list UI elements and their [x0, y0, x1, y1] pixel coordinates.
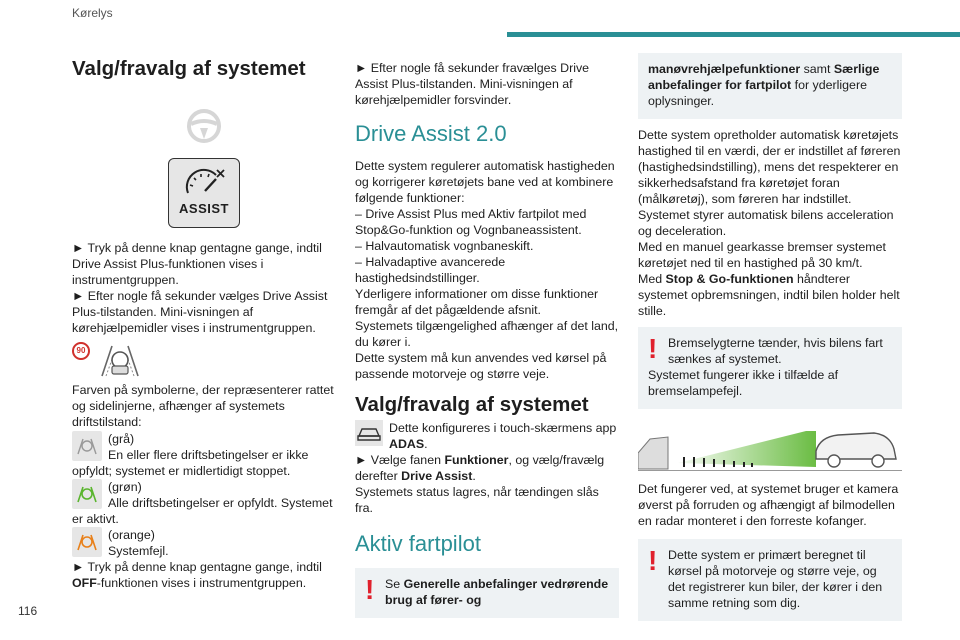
state-description: En eller flere driftsbetingelser er ikke opfyldt; systemet er midlertidigt stoppet. [72, 448, 309, 478]
paragraph [638, 271, 902, 319]
state-color-label: (orange) [108, 528, 155, 542]
state-description: Alle driftsbetingelser er opfyldt. Systemet er aktivt. [72, 496, 333, 526]
paragraph: Det fungerer ved, at systemet bruger et kamera øverst på forruden og afhængigt af bilmodellen en radar monteret i den forreste kofanger. [638, 482, 899, 528]
section-title-select-system: Valg/fravalg af systemet [72, 57, 306, 80]
bold-text: Generelle anbefalinger vedrørende brug af fører- og [385, 577, 609, 607]
section-title-active-cruise: Aktiv fartpilot [355, 531, 481, 556]
text: Efter nogle få sekunder fravælges Drive Assist Plus-tilstanden. Mini-visningen af kørehjælpemidler forsvinder. [355, 61, 590, 107]
bold-text: manøvrehjælpefunktioner [648, 62, 801, 76]
paragraph: Farven på symbolerne, der repræsenterer rattet og sidelinjerne, afhænger af systemets driftstilstand: [72, 383, 334, 429]
assist-button-label: ASSIST [179, 201, 229, 216]
green-state-icon [72, 479, 102, 509]
column-2 [355, 60, 619, 618]
warning-icon: ! [648, 545, 658, 576]
state-green [72, 479, 336, 527]
car-radar-icon [638, 423, 902, 471]
bold-text: ADAS [389, 437, 425, 451]
assist-button-icon [168, 158, 240, 228]
paragraph [72, 240, 336, 288]
header-accent-bar [507, 32, 960, 37]
state-color-label: (grå) [108, 432, 135, 446]
bold-text: Særlige anbefalinger for fartpilot [648, 62, 880, 92]
header-section-label: Kørelys [72, 6, 113, 20]
bullet-arrow: ► [72, 560, 88, 574]
text: . [472, 469, 476, 483]
speedometer-icon [184, 167, 226, 197]
paragraph: Systemets status lagres, når tændingen slås fra. [355, 485, 599, 515]
bullet-arrow: ► [72, 289, 88, 303]
paragraph [72, 559, 336, 591]
state-color-label: (grøn) [108, 480, 142, 494]
text: Se [385, 577, 404, 591]
text: Dette system er primært beregnet til kørsel på motorveje og større veje, og det registrerer kun biler, der kører i den samme retning som dig. [668, 548, 883, 610]
text: Bremselygterne tænder, hvis bilens fart sænkes af systemet. [668, 336, 883, 366]
text: Med [638, 272, 666, 286]
warning-note [355, 568, 619, 618]
state-description: Systemfejl. [108, 544, 169, 558]
list-item: – Drive Assist Plus med Aktiv fartpilot med Stop&Go-funktion og Vognbaneassistent. [355, 207, 587, 237]
paragraph: Yderligere informationer om disse funktioner fremgår af det pågældende afsnit. [355, 287, 599, 317]
section-title-select-system-2: Valg/fravalg af systemet [355, 393, 589, 416]
paragraph [355, 60, 619, 108]
bold-text: Stop & Go-funktionen [665, 272, 794, 286]
bold-text: OFF [72, 576, 97, 590]
bold-text: Drive Assist [401, 469, 473, 483]
gray-state-icon [72, 431, 102, 461]
paragraph: Med en manuel gearkasse bremser systemet køretøjet ned til en hastighed på 30 km/t. [638, 240, 886, 270]
steering-wheel-icon [186, 108, 222, 144]
adas-paragraph [355, 420, 619, 452]
warning-icon: ! [365, 574, 375, 605]
text: Efter nogle få sekunder vælges Drive Assist Plus-tilstanden. Mini-visningen af kørehjælpemidler vises i instrumentgruppen. [72, 289, 328, 335]
bold-text: Funktioner [444, 453, 509, 467]
radar-illustration [638, 423, 902, 471]
instrument-cluster-figure [72, 342, 336, 378]
state-orange [72, 527, 336, 559]
paragraph [72, 288, 336, 336]
bullet-arrow: ► [355, 61, 371, 75]
text: Systemet fungerer ikke i tilfælde af bremselampefejl. [648, 368, 839, 398]
paragraph: Dette system regulerer automatisk hastigheden og korrigerer køretøjets bane ved at kombinere følgende funktioner: [355, 159, 615, 205]
car-lane-assist-icon [98, 342, 142, 378]
paragraph: Dette system må kun anvendes ved kørsel på passende motorveje og større veje. [355, 351, 607, 381]
bullet-arrow: ► [355, 453, 371, 467]
text: -funktionen vises i instrumentgruppen. [96, 576, 307, 590]
warning-icon: ! [648, 333, 658, 364]
paragraph: Systemet styrer automatisk bilens acceleration og deceleration. [638, 208, 894, 238]
text: . [424, 437, 428, 451]
text: Tryk på denne knap gentagne gange, indtil Drive Assist Plus-funktionen vises i instrumentgruppen. [72, 241, 322, 287]
state-gray [72, 431, 336, 479]
list-item: – Halvautomatisk vognbaneskift. [355, 239, 534, 253]
orange-state-icon [72, 527, 102, 557]
page-number: 116 [18, 604, 38, 618]
column-3 [638, 53, 902, 621]
section-title-drive-assist: Drive Assist 2.0 [355, 121, 507, 146]
warning-note-roads [638, 539, 902, 621]
text: for yderligere oplysninger. [648, 78, 867, 108]
warning-note-brake-lights [638, 327, 902, 409]
paragraph: Systemets tilgængelighed afhænger af det land, du kører i. [355, 319, 619, 349]
paragraph [355, 452, 619, 484]
note-continued [638, 53, 902, 119]
car-settings-icon [355, 420, 383, 446]
bullet-arrow: ► [72, 241, 88, 255]
column-1 [72, 56, 336, 591]
text: samt [800, 62, 834, 76]
text: Tryk på denne knap gentagne gange, indtil [87, 560, 322, 574]
text: , og vælg/fravælg derefter [355, 453, 605, 483]
paragraph: Dette system opretholder automatisk køretøjets hastighed til en værdi, der er indstillet af føreren (hastighedsindstilling), mens det respekterer en sikkerhedsafstand fra køretøjet foran (målkøretøj), som føreren har indstillet. [638, 128, 901, 206]
list-item: – Halvadaptive avancerede hastighedsindstillinger. [355, 255, 506, 285]
text: Vælge fanen [370, 453, 445, 467]
reference-badge: 90 [72, 342, 90, 360]
text: Dette konfigureres i touch-skærmens app [389, 421, 617, 435]
text: håndterer systemet opbremsningen, indtil bilen holder helt stille. [638, 272, 900, 318]
